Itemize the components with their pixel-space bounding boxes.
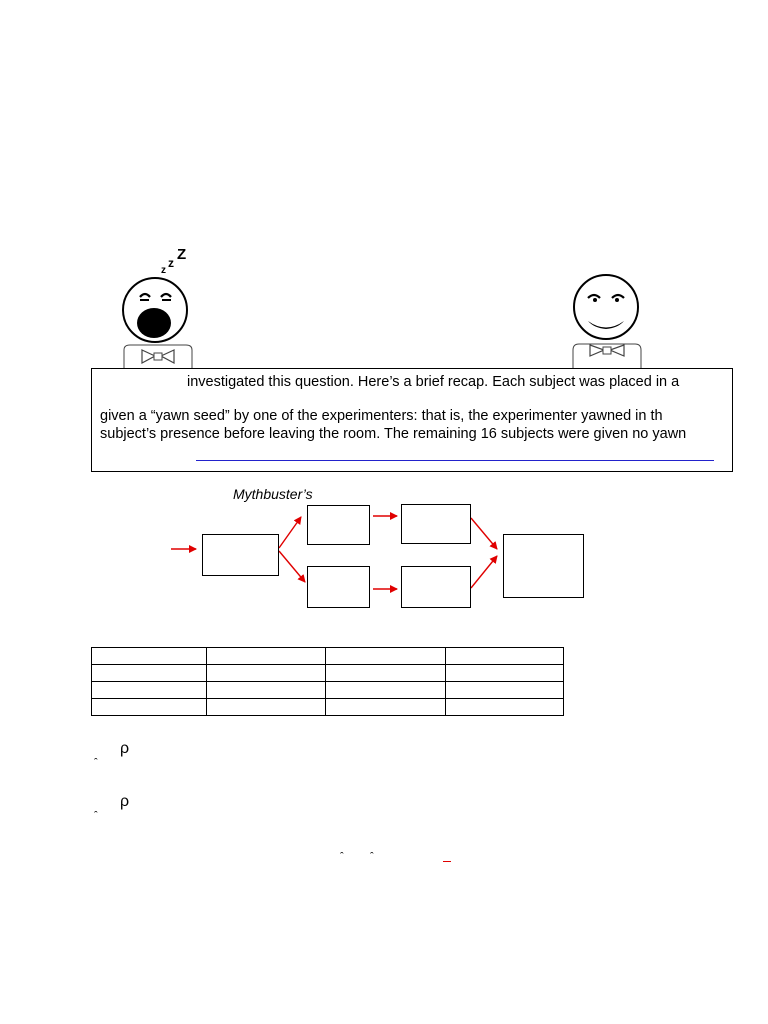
table-cell <box>326 682 446 699</box>
merge-arrow-top <box>471 518 497 549</box>
table-cell <box>207 648 326 665</box>
hat-symbol: ˆ <box>340 851 344 863</box>
flow-box-top-1 <box>307 505 370 545</box>
recap-line-1: investigated this question. Here’s a brief recap. Each subject was placed in a <box>187 374 680 390</box>
flow-box-start <box>202 534 279 576</box>
merge-arrow-bottom <box>471 556 497 588</box>
table-cell <box>446 699 564 716</box>
flow-box-bottom-1 <box>307 566 370 608</box>
sleep-z-icon: Z <box>177 246 187 263</box>
table-cell <box>446 648 564 665</box>
table-cell <box>326 665 446 682</box>
table-cell <box>207 665 326 682</box>
table-cell <box>92 648 207 665</box>
table-cell <box>92 682 207 699</box>
table-cell <box>446 665 564 682</box>
table-row <box>92 665 564 682</box>
flow-box-top-2 <box>401 504 471 544</box>
hat-symbol: ˆ <box>94 757 98 769</box>
flow-box-bottom-2 <box>401 566 471 608</box>
table-row <box>92 682 564 699</box>
rho-symbol: ρ <box>120 740 130 757</box>
sleep-z-icon: z <box>168 256 174 270</box>
table-cell <box>207 699 326 716</box>
flow-box-result <box>503 534 584 598</box>
recap-line-3: subject’s presence before leaving the room. The remaining 16 subjects were given no yawn <box>100 426 687 442</box>
table-cell <box>92 699 207 716</box>
sleep-z-icon: z <box>161 265 166 276</box>
split-arrow-down <box>279 551 305 582</box>
table-cell <box>207 682 326 699</box>
split-arrow-up <box>279 517 301 548</box>
table-row <box>92 648 564 665</box>
table-cell <box>92 665 207 682</box>
table-cell <box>446 682 564 699</box>
hat-symbol: ˆ <box>94 810 98 822</box>
red-underline-mark <box>443 861 451 862</box>
table-row <box>92 699 564 716</box>
recap-line-2: given a “yawn seed” by one of the experimenters: that is, the experimenter yawned in th <box>100 408 663 424</box>
table-cell <box>326 699 446 716</box>
table-cell <box>326 648 446 665</box>
diagram-caption: Mythbuster’s <box>233 486 313 502</box>
rho-symbol: ρ <box>120 793 130 810</box>
data-table <box>91 647 564 716</box>
hat-symbol: ˆ <box>370 851 374 863</box>
